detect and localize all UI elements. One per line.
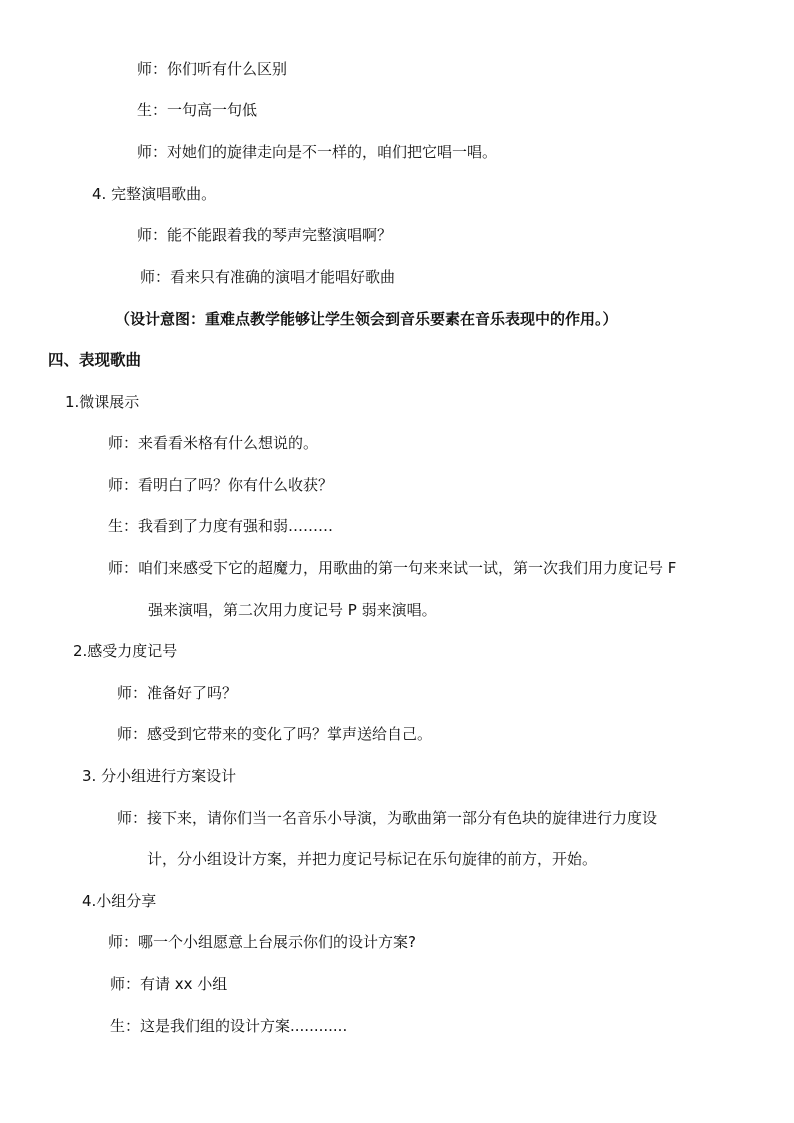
text-line: 师：咱们来感受下它的超魔力，用歌曲的第一句来来试一试，第一次我们用力度记号 F bbox=[108, 559, 677, 577]
text-line: 师：看明白了吗？你有什么收获？ bbox=[108, 476, 334, 494]
design-intent-note: （设计意图：重难点教学能够让学生领会到音乐要素在音乐表现中的作用。） bbox=[115, 310, 618, 328]
text-line: 生：这是我们组的设计方案............ bbox=[110, 1017, 348, 1035]
list-item-heading: 2.感受力度记号 bbox=[73, 642, 178, 660]
list-item-heading: 4. 完整演唱歌曲。 bbox=[92, 185, 217, 203]
section-heading: 四、表现歌曲 bbox=[48, 351, 142, 369]
text-line: 师：来看看米格有什么想说的。 bbox=[108, 434, 319, 452]
text-line: 师：能不能跟着我的琴声完整演唱啊？ bbox=[137, 226, 393, 244]
text-line: 强来演唱，第二次用力度记号 P 弱来演唱。 bbox=[148, 601, 437, 619]
text-line: 师：看来只有准确的演唱才能唱好歌曲 bbox=[140, 268, 396, 286]
text-line: 师：你们听有什么区别 bbox=[137, 60, 288, 78]
list-item-heading: 1.微课展示 bbox=[65, 393, 140, 411]
text-line: 师：准备好了吗？ bbox=[117, 684, 238, 702]
text-line: 计，分小组设计方案，并把力度记号标记在乐句旋律的前方，开始。 bbox=[147, 850, 598, 868]
text-line: 师：接下来，请你们当一名音乐小导演，为歌曲第一部分有色块的旋律进行力度设 bbox=[117, 809, 658, 827]
text-line: 师：对她们的旋律走向是不一样的，咱们把它唱一唱。 bbox=[137, 143, 498, 161]
list-item-heading: 4.小组分享 bbox=[82, 892, 157, 910]
text-line: 师：感受到它带来的变化了吗？掌声送给自己。 bbox=[117, 725, 433, 743]
text-line: 师：有请 xx 小组 bbox=[110, 975, 228, 993]
list-item-heading: 3. 分小组进行方案设计 bbox=[82, 767, 237, 785]
text-line: 生：一句高一句低 bbox=[137, 101, 258, 119]
text-line: 师：哪一个小组愿意上台展示你们的设计方案? bbox=[108, 933, 416, 951]
text-line: 生：我看到了力度有强和弱……… bbox=[108, 517, 334, 535]
